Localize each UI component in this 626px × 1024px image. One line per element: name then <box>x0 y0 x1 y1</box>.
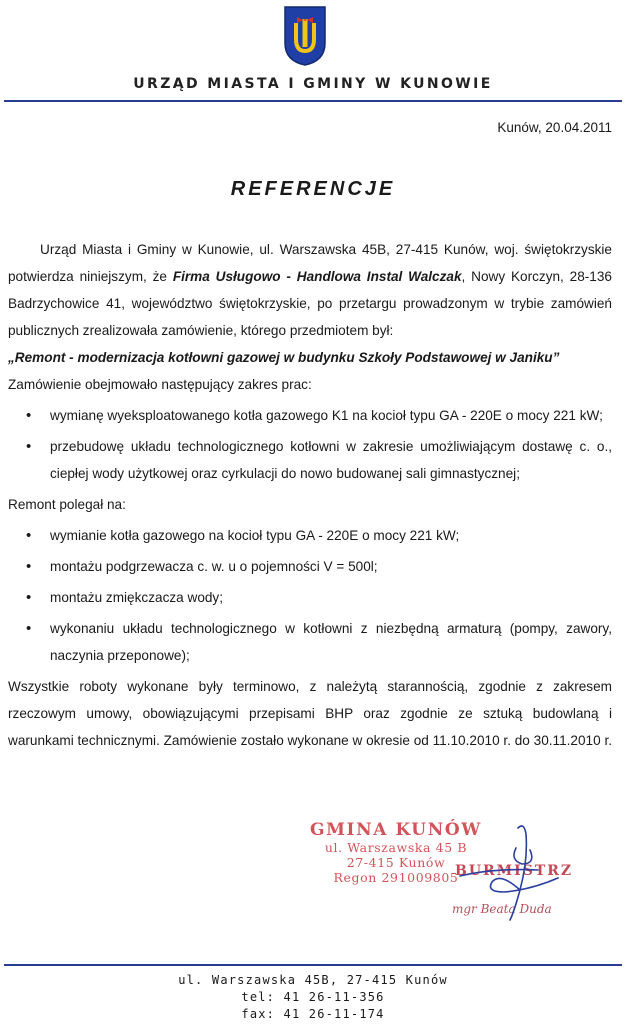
footer <box>0 972 626 1023</box>
list-item: • wymianie kotła gazowego na kocioł typu GA - 220E o mocy 221 kW; <box>8 522 612 549</box>
place-date: Kunów, 20.04.2011 <box>497 120 612 135</box>
coat-of-arms-icon <box>283 5 327 67</box>
stamp-line-2: ul. Warszawska 45 B <box>324 840 468 855</box>
repair-heading: Remont polegał na: <box>8 497 126 512</box>
footer-address: ul. Warszawska 45B, 27-415 Kunów <box>178 973 448 987</box>
contract-subject: „Remont - modernizacja kotłowni gazowej w budynku Szkoły Podstawowej w Janiku” <box>8 350 560 365</box>
intro-paragraph <box>8 236 612 344</box>
list-item: • montażu zmiękczacza wody; <box>8 584 612 611</box>
handwritten-signature <box>440 820 580 930</box>
document-title: REFERENCJE <box>230 178 396 200</box>
header-title: URZĄD MIASTA I GMINY W KUNOWIE <box>133 76 493 92</box>
header-divider <box>4 100 622 102</box>
signatory-name: mgr Beata Duda <box>452 902 552 916</box>
list-item: • montażu podgrzewacza c. w. u o pojemności V = 500l; <box>8 553 612 580</box>
footer-tel: tel: 41 26-11-356 <box>241 990 385 1004</box>
intro-text-1: Urząd Miasta i Gminy w Kunowie, ul. Warszawska 45B, 27-415 Kunów, woj. świętokrzyskie potwierdza niniejszym, że <box>8 242 612 284</box>
conclusion-paragraph: Wszystkie roboty wykonane były terminowo, z należytą starannością, zgodnie z zakresem rzeczowym umowy, obowiązującymi przepisami BHP oraz zgodnie ze sztuką budowlaną i warunkami technicznymi. Zamówienie zostało wykonane w okresie od 11.10.2010 r. do 30.11.2010 r. <box>8 679 612 748</box>
scope-list <box>8 402 612 487</box>
stamp-line-1: GMINA KUNÓW <box>310 820 482 840</box>
stamp-line-3: 27-415 Kunów <box>346 855 446 870</box>
letter-body <box>8 236 612 754</box>
scope-heading: Zamówienie obejmowało następujący zakres prac: <box>8 377 312 392</box>
stamp-line-4: Regon 291009805 <box>333 870 459 885</box>
list-item: • wykonaniu układu technologicznego w kotłowni z niezbędną armaturą (pompy, zawory, naczynia przeponowe); <box>8 615 612 669</box>
company-name: Firma Usługowo - Handlowa Instal Walczak <box>172 269 462 284</box>
intro-text-2: , Nowy Korczyn, 28-136 Badrzychowice 41, województwo świętokrzyskie, po przetargu prowadzonym w trybie zamówień publicznych zrealizowała zamówienie, którego przedmiotem był: <box>8 269 612 338</box>
footer-divider <box>4 964 622 966</box>
footer-fax: fax: 41 26-11-174 <box>241 1007 385 1021</box>
repair-list <box>8 522 612 669</box>
list-item: • wymianę wyeksploatowanego kotła gazowego K1 na kocioł typu GA - 220E o mocy 221 kW; <box>8 402 612 429</box>
list-item: • przebudowę układu technologicznego kotłowni w zakresie umożliwiającym dostawę c. o., ciepłej wody użytkowej oraz cyrkulacji do nowo budowanej sali gimnastycznej; <box>8 433 612 487</box>
role-stamp: BURMISTRZ <box>455 863 574 879</box>
